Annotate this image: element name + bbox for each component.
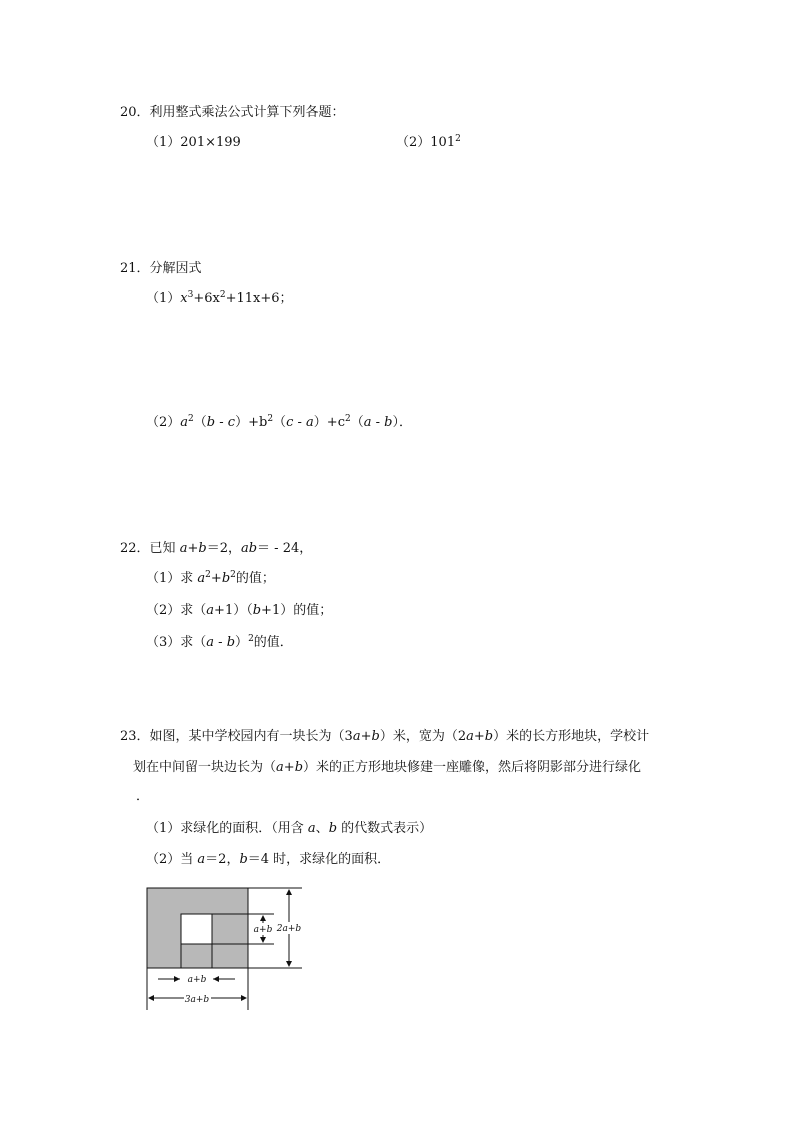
q21-term: +6x bbox=[193, 291, 220, 306]
q22-var: b bbox=[221, 571, 231, 586]
arrow-right-icon bbox=[241, 995, 247, 1001]
q22-text: ＝ - 24， bbox=[257, 541, 313, 556]
q22-text: +1）（ bbox=[214, 603, 253, 618]
q22-var: b bbox=[252, 603, 262, 618]
arrow-left-icon bbox=[213, 976, 219, 982]
q23-var: a bbox=[276, 760, 284, 775]
q22-part3 bbox=[146, 634, 293, 652]
q21-op: - bbox=[293, 415, 307, 430]
q22-text: 的值； bbox=[235, 571, 275, 586]
q22-text: +1）的值； bbox=[261, 603, 333, 618]
q21-paren: ） bbox=[313, 415, 327, 430]
q21-term: +b bbox=[248, 415, 268, 430]
figure-square-statue bbox=[181, 914, 212, 944]
q21-term: +11x+6； bbox=[225, 291, 293, 306]
q20-title: 20．利用整式乘法公式计算下列各题： bbox=[120, 105, 345, 120]
q21-op: - bbox=[215, 415, 228, 430]
q20-part2-base: 101 bbox=[430, 135, 456, 150]
q22-var: b bbox=[198, 541, 207, 556]
q21-term: +c bbox=[326, 415, 345, 430]
q21-part2-label: （2） bbox=[146, 415, 181, 430]
q23-line3: ． bbox=[136, 789, 150, 804]
q23-var: b bbox=[484, 729, 494, 744]
figure-label-inner-height: a+b bbox=[253, 925, 273, 935]
q22-title bbox=[120, 540, 312, 558]
q23-var: b bbox=[371, 729, 380, 744]
figure-label-inner-width: a+b bbox=[187, 975, 207, 985]
q21-exp: 2 bbox=[219, 290, 226, 300]
q23-line1 bbox=[120, 728, 649, 746]
q23-text: + bbox=[360, 729, 372, 744]
q21-paren: （ bbox=[193, 415, 207, 430]
q22-text: - bbox=[214, 635, 227, 650]
q23-text: ＝2， bbox=[205, 852, 240, 867]
q22-exp: 2 bbox=[248, 634, 254, 644]
q22-var: a bbox=[206, 635, 215, 650]
q23-text: + bbox=[473, 729, 485, 744]
q23-var: b bbox=[294, 760, 304, 775]
arrow-right-icon bbox=[174, 976, 180, 982]
q22-text: （1）求 bbox=[146, 571, 198, 586]
q21-var: a bbox=[306, 415, 314, 430]
q22-text: ＝2， bbox=[206, 541, 241, 556]
q22-text: （2）求（ bbox=[146, 603, 207, 618]
q23-text: + bbox=[283, 760, 295, 775]
q23-text: 23．如图，某中学校园内有一块长为（3 bbox=[120, 729, 353, 744]
q22-var: ab bbox=[240, 541, 258, 556]
arrow-left-icon bbox=[148, 995, 154, 1001]
q21-exp: 2 bbox=[188, 414, 194, 424]
q21-var: x bbox=[180, 291, 188, 306]
q23-part1 bbox=[146, 820, 432, 838]
q21-exp: 2 bbox=[267, 414, 274, 424]
q21-paren: ） bbox=[235, 415, 249, 430]
q21-paren: （ bbox=[350, 415, 364, 430]
q23-var: a bbox=[197, 852, 206, 867]
q21-var: a bbox=[363, 415, 372, 430]
q23-line2 bbox=[133, 759, 641, 777]
q23-figure bbox=[140, 882, 310, 1014]
q21-var: c bbox=[227, 415, 236, 430]
arrow-up-icon bbox=[286, 889, 292, 895]
q20-part1-label: （1） bbox=[146, 135, 181, 150]
q21-var: a bbox=[180, 415, 189, 430]
q22-text: （3）求（ bbox=[146, 635, 207, 650]
arrow-down-icon bbox=[286, 961, 292, 967]
q21-exp: 3 bbox=[187, 290, 194, 300]
q20-part1 bbox=[146, 134, 241, 152]
q22-text: + bbox=[210, 571, 222, 586]
q21-title: 21．分解因式 bbox=[120, 261, 202, 276]
q23-text: （1）求绿化的面积．（用含 bbox=[146, 821, 308, 836]
q22-var: a bbox=[206, 603, 215, 618]
q23-text: ）米的正方形地块修建一座雕像，然后将阴影部分进行绿化 bbox=[303, 760, 642, 775]
q22-text: 22．已知 bbox=[120, 541, 180, 556]
q23-text: （2）当 bbox=[146, 852, 198, 867]
arrow-up-icon bbox=[260, 915, 266, 921]
q20-part2 bbox=[396, 134, 461, 152]
q21-part1 bbox=[146, 290, 293, 308]
q23-var: a bbox=[466, 729, 474, 744]
q21-part1-label: （1） bbox=[146, 291, 181, 306]
q23-text: ）米的长方形地块，学校计 bbox=[493, 729, 650, 744]
q22-exp: 2 bbox=[205, 570, 211, 580]
q23-part2 bbox=[146, 851, 390, 869]
q21-var: b bbox=[384, 415, 393, 430]
q22-var: a bbox=[197, 571, 206, 586]
q23-var: a bbox=[352, 729, 361, 744]
q23-text: 、 bbox=[315, 821, 329, 836]
figure-label-total-width: 3a+b bbox=[184, 995, 210, 1005]
q21-var: b bbox=[206, 415, 216, 430]
q21-op: - bbox=[371, 415, 385, 430]
q20-part2-label: （2） bbox=[396, 135, 431, 150]
q22-text: ） bbox=[235, 635, 249, 650]
q22-var: b bbox=[226, 635, 236, 650]
q22-text: + bbox=[187, 541, 199, 556]
q21-part2 bbox=[146, 414, 412, 432]
arrow-down-icon bbox=[260, 937, 266, 943]
q22-part1 bbox=[146, 570, 275, 588]
figure-label-total-height: 2a+b bbox=[276, 924, 302, 934]
q21-var: c bbox=[286, 415, 294, 430]
q20-part1-expr: 201×199 bbox=[180, 135, 241, 150]
q23-text: ）米，宽为（2 bbox=[379, 729, 467, 744]
q22-var: a bbox=[179, 541, 188, 556]
q23-text: ＝4 时，求绿化的面积． bbox=[247, 852, 391, 867]
q23-var: b bbox=[239, 852, 248, 867]
q21-paren: ）． bbox=[392, 415, 413, 430]
q20-part2-exp: 2 bbox=[455, 134, 461, 144]
q23-text: 的代数式表示） bbox=[337, 821, 433, 836]
q23-var: a bbox=[307, 821, 316, 836]
q21-paren: （ bbox=[273, 415, 287, 430]
q22-part2 bbox=[146, 602, 332, 620]
q23-text: 划在中间留一块边长为（ bbox=[133, 760, 277, 775]
q22-text: 的值． bbox=[253, 635, 293, 650]
q23-var: b bbox=[328, 821, 338, 836]
q21-exp: 2 bbox=[344, 414, 351, 424]
q22-exp: 2 bbox=[230, 570, 236, 580]
